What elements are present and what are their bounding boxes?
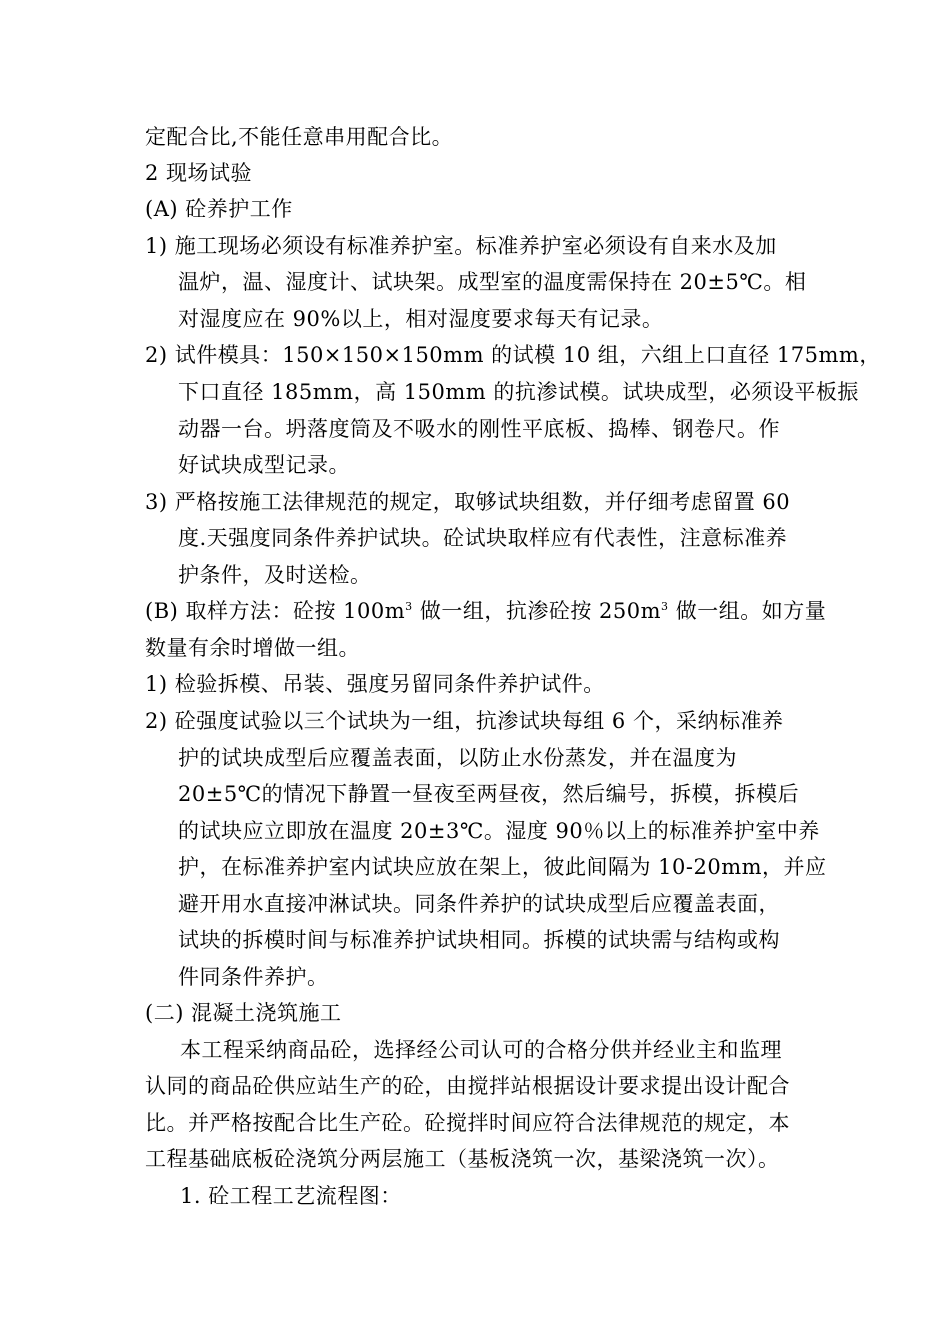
- text-segment: 做一组。如方量: [668, 599, 827, 623]
- text-line: 对湿度应在 90%以上，相对湿度要求每天有记录。: [178, 307, 664, 331]
- subsection-heading: (A) 砼养护工作: [145, 197, 293, 221]
- list-item: 3) 严格按施工法律规范的规定，取够试块组数，并仔细考虑留置 60: [145, 490, 791, 514]
- text-line: 认同的商品砼供应站生产的砼，由搅拌站根据设计要求提出设计配合: [145, 1074, 790, 1098]
- text-line: 避开用水直接冲淋试块。同条件养护的试块成型后应覆盖表面，: [178, 892, 780, 916]
- list-item: 1) 施工现场必须设有标准养护室。标准养护室必须设有自来水及加: [145, 234, 777, 258]
- section-heading: 2 现场试验: [145, 161, 253, 185]
- text-line: 比。并严格按配合比生产砼。砼搅拌时间应符合法律规范的规定，本: [145, 1111, 790, 1135]
- text-line: 护的试块成型后应覆盖表面，以防止水份蒸发，并在温度为: [178, 746, 737, 770]
- text-segment: 做一组，抗渗砼按 250m: [412, 599, 662, 623]
- text-line: 好试块成型记录。: [178, 453, 350, 477]
- text-line: 试块的拆模时间与标准养护试块相同。拆模的试块需与结构或构: [178, 928, 780, 952]
- superscript: 3: [661, 600, 669, 613]
- text-line: 工程基础底板砼浇筑分两层施工（基板浇筑一次，基梁浇筑一次）。: [145, 1147, 780, 1171]
- section-heading: (二) 混凝土浇筑施工: [145, 1001, 342, 1025]
- text-line: 件同条件养护。: [178, 965, 329, 989]
- text-line: 的试块应立即放在温度 20±3℃。湿度 90％以上的标准养护室中养: [178, 819, 820, 843]
- list-item: 2) 砼强度试验以三个试块为一组，抗渗试块每组 6 个，采纳标准养: [145, 709, 784, 733]
- paragraph-first-line: 本工程采纳商品砼，选择经公司认可的合格分供并经业主和监理: [180, 1038, 782, 1062]
- text-line: 护，在标准养护室内试块应放在架上，彼此间隔为 10-20mm，并应: [178, 855, 827, 879]
- list-item: 1) 检验拆模、吊装、强度另留同条件养护试件。: [145, 672, 605, 696]
- text-segment: (B) 取样方法：砼按 100m: [145, 599, 406, 623]
- text-line: 温炉，温、湿度计、试块架。成型室的温度需保持在 20±5℃。相: [178, 270, 807, 294]
- text-line: 定配合比,不能任意串用配合比。: [145, 125, 454, 149]
- list-item: 2) 试件模具：150×150×150mm 的试模 10 组，六组上口直径 175mm，: [145, 343, 881, 367]
- superscript: 3: [405, 600, 413, 613]
- text-line: 20±5℃的情况下静置一昼夜至两昼夜，然后编号，拆模，拆模后: [178, 782, 800, 806]
- subsection-heading: [145, 597, 826, 625]
- text-line: 下口直径 185mm，高 150mm 的抗渗试模。试块成型，必须设平板振: [178, 380, 859, 404]
- text-line: 数量有余时增做一组。: [145, 636, 360, 660]
- text-line: 度.天强度同条件养护试块。砼试块取样应有代表性，注意标准养: [178, 526, 788, 550]
- text-line: 动器一台。坍落度筒及不吸水的刚性平底板、捣棒、钢卷尺。作: [178, 417, 780, 441]
- subheading: 1. 砼工程工艺流程图：: [180, 1184, 402, 1208]
- text-line: 护条件，及时送检。: [178, 563, 372, 587]
